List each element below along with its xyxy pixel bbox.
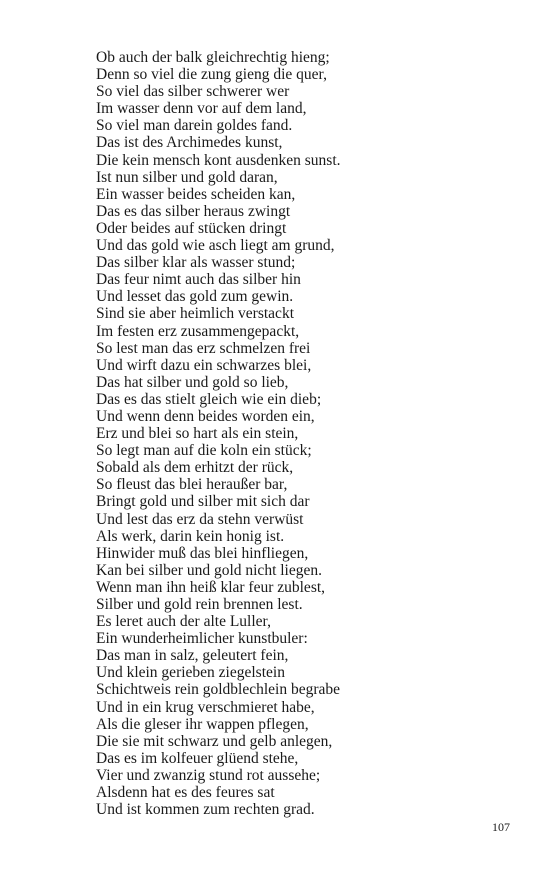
poem-line: So fleust das blei heraußer bar,	[96, 476, 288, 494]
poem-line: Denn so viel die zung gieng die quer,	[96, 66, 327, 84]
poem-line: Sind sie aber heimlich verstackt	[96, 305, 294, 323]
poem-line: Und das gold wie asch liegt am grund,	[96, 237, 335, 255]
poem-line: So legt man auf die koln ein stück;	[96, 442, 312, 460]
poem-line: Als die gleser ihr wappen pflegen,	[96, 715, 309, 733]
poem-line: Das silber klar als wasser stund;	[96, 254, 296, 272]
poem-line: Und klein gerieben ziegelstein	[96, 664, 285, 682]
poem-line: Als werk, darin kein honig ist.	[96, 527, 285, 545]
poem-line: Und lest das erz da stehn verwüst	[96, 510, 304, 528]
poem-line: So lest man das erz schmelzen frei	[96, 339, 311, 357]
poem-line: Und wirft dazu ein schwarzes blei,	[96, 356, 312, 374]
poem-line: Im wasser denn vor auf dem land,	[96, 100, 307, 118]
poem-line: Und wenn denn beides worden ein,	[96, 407, 315, 425]
poem-line: Schichtweis rein goldblechlein begrabe	[96, 681, 341, 699]
poem-line: Kan bei silber und gold nicht liegen.	[96, 561, 322, 579]
poem-line: Das ist des Archimedes kunst,	[96, 134, 283, 152]
poem-line: Das es das stielt gleich wie ein dieb;	[96, 390, 322, 408]
poem-line: Ein wunderheimlicher kunstbuler:	[96, 630, 308, 648]
poem-text	[96, 49, 341, 818]
poem-line: So viel das silber schwerer wer	[96, 83, 290, 101]
poem-line: Die kein mensch kont ausdenken sunst.	[96, 151, 341, 169]
poem-line: Vier und zwanzig stund rot aussehe;	[96, 766, 321, 784]
poem-line: Das hat silber und gold so lieb,	[96, 373, 289, 391]
poem-line: So viel man darein goldes fand.	[96, 117, 293, 135]
poem-line: Silber und gold rein brennen lest.	[96, 596, 303, 613]
page-number: 107	[492, 820, 510, 834]
poem-line: Die sie mit schwarz und gelb anlegen,	[96, 732, 333, 750]
poem-line: Das man in salz, geleutert fein,	[96, 647, 289, 665]
poem-line: Ist nun silber und gold daran,	[96, 168, 278, 186]
poem-line: Es leret auch der alte Luller,	[96, 613, 271, 631]
poem-line: Das es im kolfeuer glüend stehe,	[96, 749, 299, 767]
poem-line: Oder beides auf stücken dringt	[96, 219, 287, 237]
poem-line: Das feur nimt auch das silber hin	[96, 271, 301, 289]
poem-line: Alsdenn hat es des feures sat	[96, 784, 275, 802]
poem-line: Im festen erz zusammengepackt,	[96, 322, 300, 340]
poem-line: Wenn man ihn heiß klar feur zublest,	[96, 578, 326, 596]
poem-line: Und lesset das gold zum gewin.	[96, 288, 294, 306]
poem-line: Und in ein krug verschmieret habe,	[96, 698, 315, 716]
poem-line: Das es das silber heraus zwingt	[96, 202, 291, 220]
poem-line: Ein wasser beides scheiden kan,	[96, 185, 296, 203]
poem-line: Erz und blei so hart als ein stein,	[96, 425, 299, 443]
poem-line: Hinwider muß das blei hinfliegen,	[96, 544, 309, 562]
poem-line: Bringt gold und silber mit sich dar	[96, 493, 310, 511]
poem-line: Ob auch der balk gleichrechtig hieng;	[96, 49, 330, 66]
poem-line: Und ist kommen zum rechten grad.	[96, 801, 315, 819]
poem-line: Sobald als dem erhitzt der rück,	[96, 459, 294, 477]
